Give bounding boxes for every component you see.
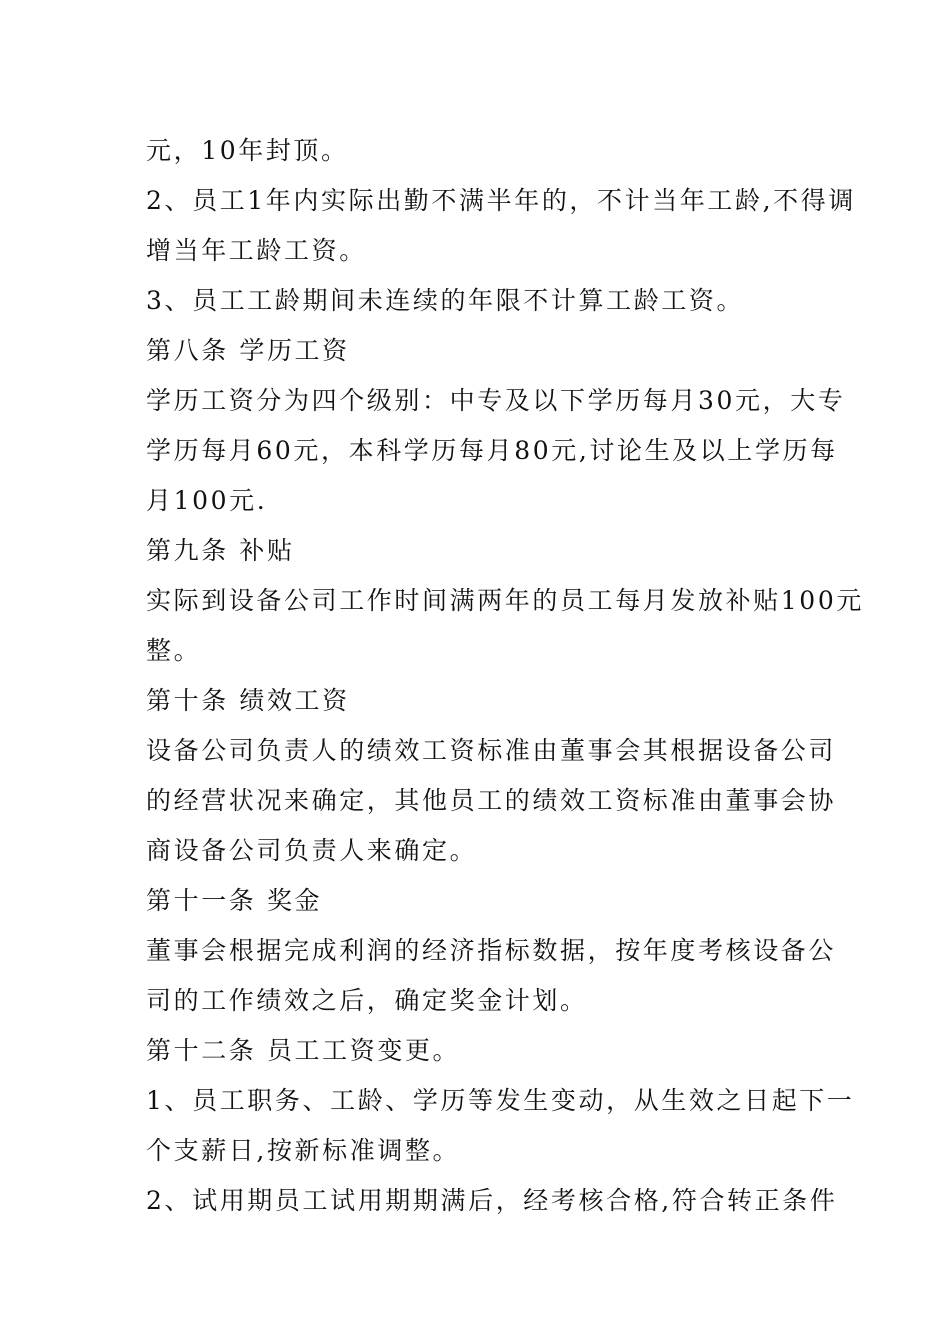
text-line: 整。 (146, 636, 202, 665)
text-line: 1、员工职务、工龄、学历等发生变动，从生效之日起下一 (146, 1086, 855, 1115)
section-heading: 第八条 学历工资 (146, 336, 350, 365)
section-heading: 第十二条 员工工资变更。 (146, 1036, 461, 1065)
text-line: 元，10年封顶。 (146, 136, 349, 165)
text-line: 学历每月60元，本科学历每月80元,讨论生及以上学历每 (146, 436, 838, 465)
text-line: 个支薪日,按新标准调整。 (146, 1136, 461, 1165)
text-line: 2、试用期员工试用期期满后，经考核合格,符合转正条件 (146, 1186, 838, 1215)
section-heading: 第九条 补贴 (146, 536, 295, 565)
text-line: 2、员工1年内实际出勤不满半年的，不计当年工龄,不得调 (146, 186, 856, 215)
text-line: 的经营状况来确定，其他员工的绩效工资标准由董事会协 (146, 786, 837, 815)
text-line: 增当年工龄工资。 (146, 236, 367, 265)
text-line: 商设备公司负责人来确定。 (146, 836, 478, 865)
text-line: 司的工作绩效之后，确定奖金计划。 (146, 986, 588, 1015)
text-line: 月100元. (146, 486, 268, 515)
section-heading: 第十一条 奖金 (146, 886, 323, 915)
text-line: 董事会根据完成利润的经济指标数据，按年度考核设备公 (146, 936, 837, 965)
text-line: 设备公司负责人的绩效工资标准由董事会其根据设备公司 (146, 736, 837, 765)
text-line: 3、员工工龄期间未连续的年限不计算工龄工资。 (146, 286, 745, 315)
section-heading: 第十条 绩效工资 (146, 686, 350, 715)
text-line: 实际到设备公司工作时间满两年的员工每月发放补贴100元 (146, 586, 864, 615)
text-line: 学历工资分为四个级别：中专及以下学历每月30元，大专 (146, 386, 846, 415)
